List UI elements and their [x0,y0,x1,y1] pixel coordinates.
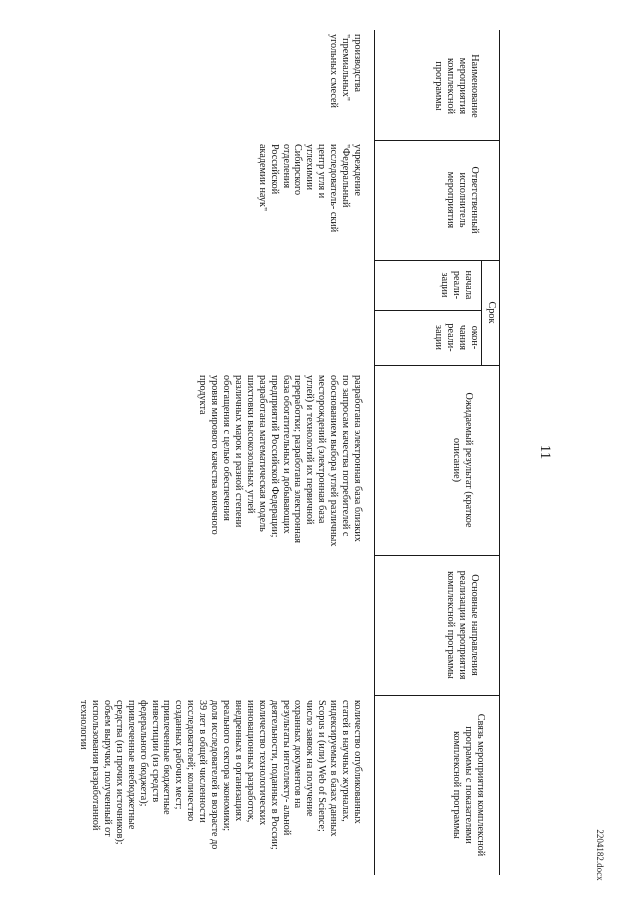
header-link: Связь мероприятия комплексной программы с показателями комплексной программы [451,713,486,857]
column-divider-executor [375,260,500,261]
column-divider-start [375,310,482,311]
header-start: начала реали- зации [439,270,474,300]
header-end: окон- чания реали- зации [433,323,480,352]
column-divider-name [375,140,500,141]
table-border-top [499,30,500,875]
document-table [70,30,500,875]
header-divider [374,30,375,875]
header-directions: Основные направления реализации мероприятия комплексной программы [445,570,480,680]
header-executor: Ответственный исполнитель мероприятия [445,166,480,234]
term-subdivider [481,260,482,365]
header-name: Наименование мероприятия комплексной программы [433,54,480,118]
file-identifier: 2204182.docx [595,829,605,881]
column-divider-directions [375,695,500,696]
page-number: 11 [537,444,553,460]
header-term: Срок [486,301,497,324]
row-link: количество опубликованных статей в научных журналах, индексируемых в базах данных Scopus и (или) Web of Science; число заявок на получение охранных документов на результаты интеллекту- альной деятельности, поданных в России; количество технологических инновационных разработок, внедренных в организациях реального сектора экономики; доля исследователей в возрасте до 39 лет в общей численности исследователей; количество созданных рабочих мест; привлеченные бюджетные инвестиции (из средств федерального бюджета); привлеченные внебюджетные средства (из прочих источников); объем выручки, полученный от использования разработанной технологии [78,700,363,850]
row-result: разработана электронная база близких по запросам качества потребителей с обоснованием выбора углей различных месторождений (электронная база углей) и технологий их первичной переработки; разработана электронная база обогатительных и добывающих предприятий Российской Федерации; разработана математическая модель шихтовки высокозольных углей различных марок и разной степени обогащения с целью обеспечения уровня мирового качества конечного продукта [197,375,363,547]
column-divider-result [375,555,500,556]
column-divider-term [375,365,500,366]
row-executor: учреждение "Федеральный исследователь- ский центр угля и углехимии Сибирского отделения Российской академии наук" [256,144,363,233]
header-result: Ожидаемый результат (краткое описание) [451,392,474,528]
row-name: производства "премиальных" угольных смесей [328,34,363,109]
